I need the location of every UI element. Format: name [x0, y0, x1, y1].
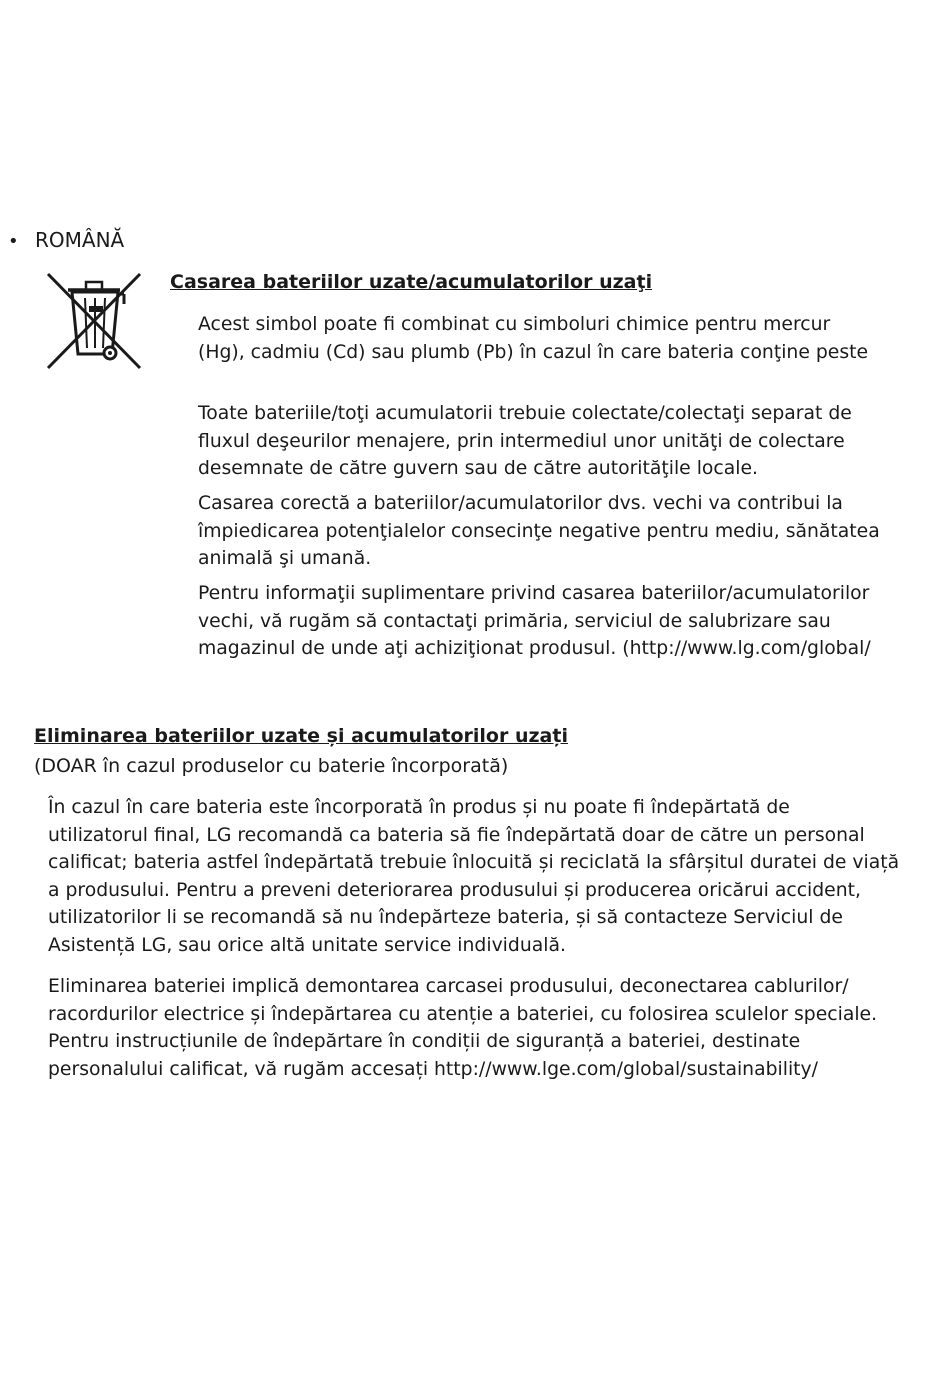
removal-instructions-paragraph [48, 973, 877, 1083]
text-line: calificat; bateria astfel îndepărtată trebuie înlocuită și reciclată la sfârșitul duratei de viață [48, 852, 900, 873]
text-line: racordurilor electrice și îndepărtarea cu atenție a bateriei, cu folosirea sculelor speciale. [48, 1003, 878, 1025]
text-line: utilizatorul final, LG recomandă ca bateria să fie îndepărtată doar de către un personal [48, 824, 865, 846]
symbol-paragraph [198, 311, 868, 366]
text-line: (Hg), cadmiu (Cd) sau plumb (Pb) în cazul în care bateria conţine peste [198, 341, 869, 363]
disposal-heading: Casarea bateriilor uzate/acumulatorilor uzaţi [170, 271, 653, 293]
text-line: Acest simbol poate fi combinat cu simboluri chimice pentru mercur [198, 314, 831, 335]
text-line: Asistență LG, sau orice altă unitate service individuală. [48, 934, 566, 956]
collection-paragraph [198, 400, 852, 483]
correct-disposal-paragraph [198, 490, 880, 573]
text-line: Toate bateriile/toţi acumulatorii trebuie colectate/colectaţi separat de [198, 403, 852, 424]
text-line: personalului calificat, vă rugăm accesați http://www.lge.com/global/sustainability/ [48, 1058, 818, 1080]
text-line: Pentru informaţii suplimentare privind casarea bateriilor/acumulatorilor [198, 583, 870, 604]
crossed-out-wheelie-bin-icon [42, 268, 146, 376]
text-line: animală şi umană. [198, 548, 372, 569]
text-line: a produsului. Pentru a preveni deteriorarea produsului și producerea oricărui accident, [48, 879, 861, 901]
text-line: împiedicarea potenţialelor consecinţe negative pentru mediu, sănătatea [198, 520, 880, 542]
built-in-battery-paragraph [48, 794, 899, 959]
text-line: utilizatorilor li se recomandă să nu îndepărteze bateria, și să contacteze Serviciul de [48, 907, 843, 928]
language-label: ROMÂNĂ [35, 228, 125, 252]
text-line: desemnate de către guvern sau de către autorităţile locale. [198, 458, 758, 479]
text-line: Casarea corectă a bateriilor/acumulatorilor dvs. vechi va contribui la [198, 493, 843, 514]
text-line: magazinul de unde aţi achiziţionat produsul. (http://www.lg.com/global/ [198, 638, 871, 659]
more-info-paragraph [198, 580, 871, 663]
text-line: În cazul în care bateria este încorporată în produs și nu poate fi îndepărtată de [48, 797, 790, 818]
bullet: • [8, 231, 19, 252]
elimination-subheading: (DOAR în cazul produselor cu baterie încorporată) [34, 755, 509, 777]
text-line: Eliminarea bateriei implică demontarea carcasei produsului, deconectarea cablurilor/ [48, 976, 849, 997]
text-line: Pentru instrucțiunile de îndepărtare în condiții de siguranță a bateriei, destinate [48, 1031, 801, 1052]
text-line: fluxul deşeurilor menajere, prin intermediul unor unităţi de colectare [198, 430, 845, 452]
elimination-heading: Eliminarea bateriilor uzate și acumulatorilor uzați [34, 725, 568, 747]
language-heading [8, 226, 124, 256]
text-line: vechi, vă rugăm să contactaţi primăria, serviciul de salubrizare sau [198, 610, 831, 632]
